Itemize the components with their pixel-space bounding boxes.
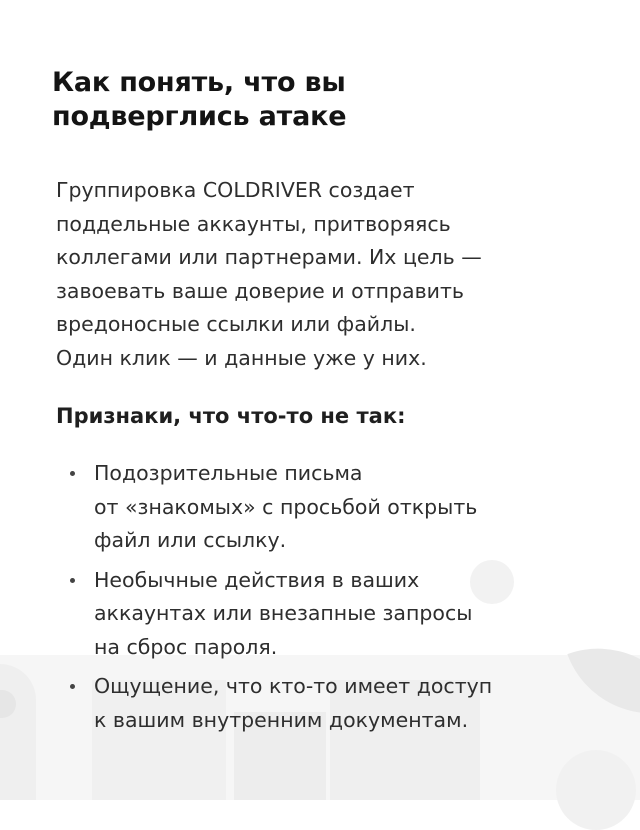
intro-line: поддельные аккаунты, притворяясь: [56, 211, 451, 236]
signs-heading: Признаки, что что-то не так:: [56, 404, 406, 428]
list-item-line: Необычные действия в ваших: [94, 567, 420, 592]
list-item-line: к вашим внутренним документам.: [94, 707, 469, 732]
list-item-line: Подозрительные письма: [94, 461, 363, 485]
intro-line: коллегами или партнерами. Их цель —: [56, 245, 482, 269]
list-item: [52, 457, 592, 558]
intro-paragraph: [56, 174, 592, 375]
bullet-icon: [70, 578, 75, 583]
list-item-line: от «знакомых» с просьбой открыть: [94, 494, 478, 519]
page-title: [52, 66, 592, 134]
intro-line: Один клик — и данные уже у них.: [56, 345, 427, 370]
list-item: [52, 670, 592, 737]
page-title-line: Как понять, что вы: [52, 67, 346, 98]
bullet-icon: [70, 684, 75, 689]
list-item-line: файл или ссылку.: [94, 528, 287, 552]
signs-list: [52, 457, 592, 737]
intro-line: вредоносные ссылки или файлы.: [56, 312, 416, 336]
intro-line: завоевать ваше доверие и отправить: [56, 278, 465, 303]
list-item-line: на сброс пароля.: [94, 634, 278, 659]
main-content: [52, 66, 592, 743]
list-item-line: аккаунтах или внезапные запросы: [94, 601, 473, 625]
page-title-line: подверглись атаке: [52, 101, 347, 132]
list-item: [52, 564, 592, 665]
background-decor-shape: [556, 750, 636, 830]
list-item-line: Ощущение, что кто-то имеет доступ: [94, 674, 493, 698]
intro-line: Группировка COLDRIVER создает: [56, 178, 415, 202]
bullet-icon: [70, 471, 75, 476]
background-decor-shape: [0, 664, 36, 800]
